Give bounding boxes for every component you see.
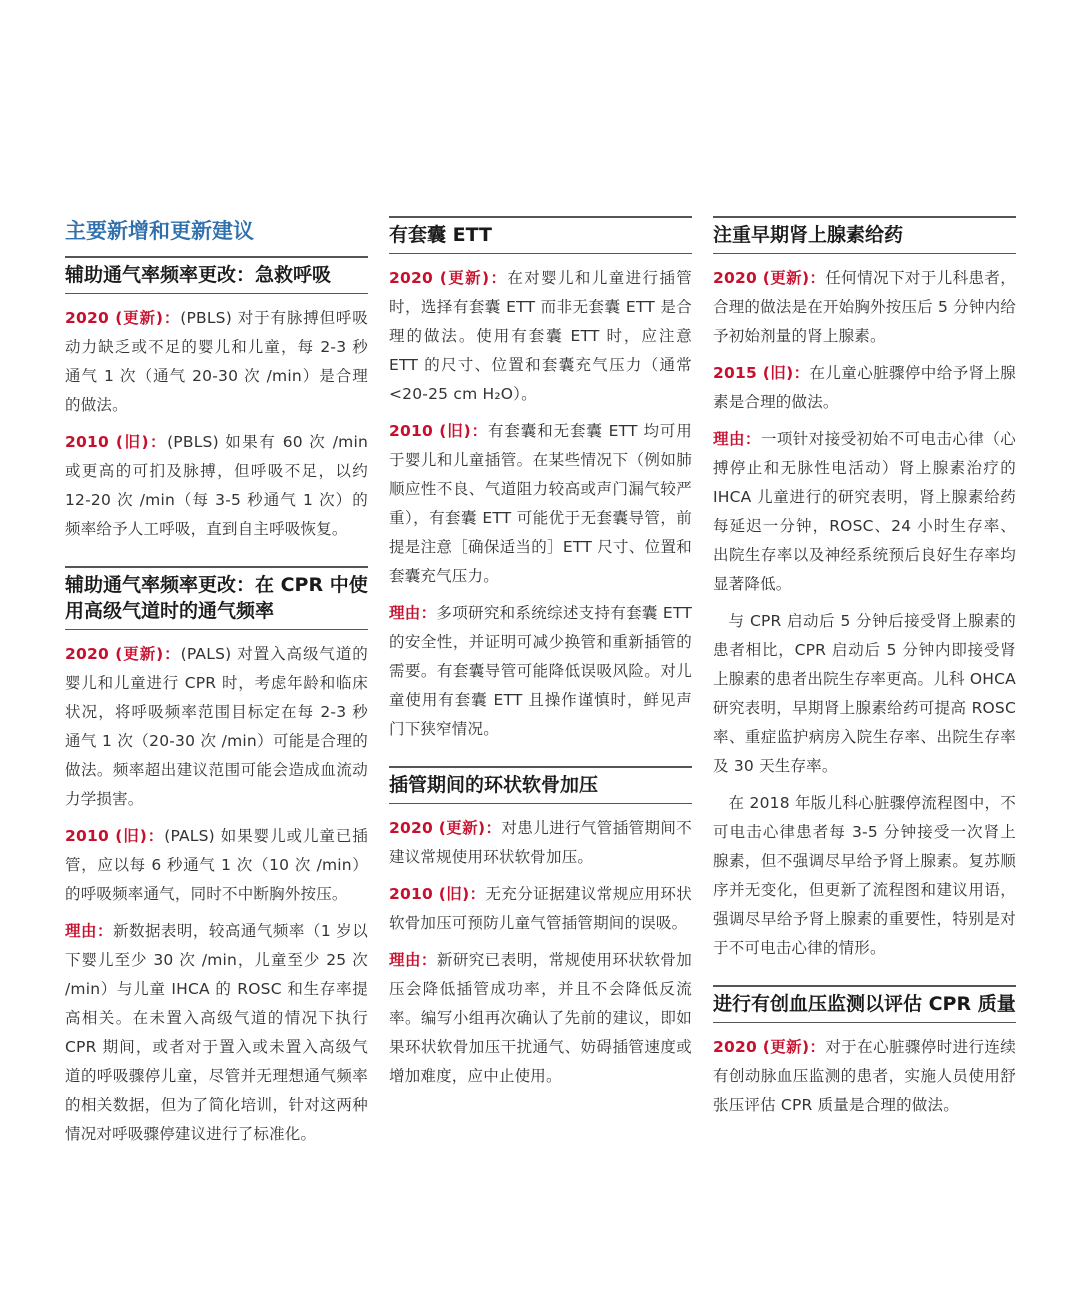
section-heading: 有套囊 ETT: [389, 216, 692, 254]
paragraph-text: 对患儿进行气管插管期间不建议常规使用环状软骨加压。: [389, 819, 692, 866]
update-tag: 2020 (更新)：: [389, 269, 508, 287]
paragraph: [713, 359, 1016, 417]
paragraph: [65, 428, 368, 544]
paragraph-text: 多项研究和系统综述支持有套囊 ETT 的安全性，并证明可减少换管和重新插管的需要。有套囊导管可能降低误吸风险。对儿童使用有套囊 ETT 且操作谨慎时，鲜见声门下狭窄情况。: [389, 604, 692, 738]
paragraph: [389, 599, 692, 744]
section-heading: 注重早期肾上腺素给药: [713, 216, 1016, 254]
update-tag: 2020 (更新)：: [713, 269, 826, 287]
paragraph: [713, 607, 1016, 781]
old-tag: 2015 (旧)：: [713, 364, 810, 382]
section-rescue-breathing: [65, 256, 368, 544]
update-tag: 2020 (更新)：: [65, 645, 181, 663]
paragraph-text: (PALS) 对置入高级气道的婴儿和儿童进行 CPR 时，考虑年龄和临床状况，将呼吸频率范围目标定在每 2-3 秒通气 1 次（20-30 次 /min）可能是合理的做法。频率超出建议范围可能会造成血流动力学损害。: [65, 645, 368, 808]
paragraph-text: 在儿童心脏骤停中给予肾上腺素是合理的做法。: [713, 364, 1016, 411]
paragraph-text: 一项针对接受初始不可电击心律（心搏停止和无脉性电活动）肾上腺素治疗的 IHCA 儿童进行的研究表明，肾上腺素给药每延迟一分钟，ROSC、24 小时生存率、出院生存率以及神经系统预后良好生存率均显著降低。: [713, 430, 1016, 593]
old-tag: 2010 (旧)：: [65, 433, 168, 451]
paragraph: [713, 425, 1016, 599]
rationale-tag: 理由：: [389, 604, 437, 622]
paragraph: [65, 822, 368, 909]
rationale-tag: 理由：: [389, 951, 437, 969]
section-cuffed-ett: [389, 216, 692, 744]
column-2: [389, 216, 692, 1099]
paragraph-text: (PBLS) 对于有脉搏但呼吸动力缺乏或不足的婴儿和儿童，每 2-3 秒通气 1 次（通气 20-30 次 /min）是合理的做法。: [65, 309, 368, 414]
section-heading: 辅助通气率频率更改：在 CPR 中使用高级气道时的通气频率: [65, 566, 368, 630]
main-heading: 主要新增和更新建议: [65, 219, 254, 243]
paragraph-text: 在对婴儿和儿童进行插管时，选择有套囊 ETT 而非无套囊 ETT 是合理的做法。使用有套囊 ETT 时，应注意 ETT 的尺寸、位置和套囊充气压力（通常 <20-25 cm H₂O）。: [389, 269, 692, 403]
section-heading: 辅助通气率频率更改：急救呼吸: [65, 256, 368, 294]
paragraph-text: 无充分证据建议常规应用环状软骨加压可预防儿童气管插管期间的误吸。: [389, 885, 692, 932]
update-tag: 2020 (更新)：: [65, 309, 181, 327]
paragraph: [65, 640, 368, 814]
old-tag: 2010 (旧)：: [389, 885, 486, 903]
section-heading: 插管期间的环状软骨加压: [389, 766, 692, 804]
paragraph-text: 新数据表明，较高通气频率（1 岁以下婴儿至少 30 次 /min，儿童至少 25 次 /min）与儿童 IHCA 的 ROSC 和生存率提高相关。在未置入高级气道的情况下执行 CPR 期间，或者对于置入或未置入高级气道的呼吸骤停儿童，尽管并无理想通气频率的相关数据，但为了简化培训，针对这两种情况对呼吸骤停建议进行了标准化。: [65, 922, 368, 1143]
paragraph-text: (PALS) 如果婴儿或儿童已插管，应以每 6 秒通气 1 次（10 次 /min）的呼吸频率通气，同时不中断胸外按压。: [65, 827, 368, 903]
paragraph-text: 与 CPR 启动后 5 分钟后接受肾上腺素的患者相比，CPR 启动后 5 分钟内即接受肾上腺素的患者出院生存率更高。儿科 OHCA 研究表明，早期肾上腺素给药可提高 ROSC 率、重症监护病房入院生存率、出院生存率及 30 天生存率。: [713, 612, 1016, 775]
section-early-epinephrine: [713, 216, 1016, 963]
update-tag: 2020 (更新)：: [389, 819, 502, 837]
rationale-tag: 理由：: [65, 922, 113, 940]
old-tag: 2010 (旧)：: [389, 422, 488, 440]
paragraph: [389, 946, 692, 1091]
paragraph: [389, 264, 692, 409]
paragraph: [389, 880, 692, 938]
update-tag: 2020 (更新)：: [713, 1038, 826, 1056]
paragraph: [389, 814, 692, 872]
paragraph-text: (PBLS) 如果有 60 次 /min 或更高的可扪及脉搏，但呼吸不足，以约 12-20 次 /min（每 3-5 秒通气 1 次）的频率给予人工呼吸，直到自主呼吸恢复。: [65, 433, 368, 538]
paragraph: [389, 417, 692, 591]
column-1: [65, 216, 368, 1157]
column-3: [713, 216, 1016, 1128]
paragraph-text: 对于在心脏骤停时进行连续有创动脉血压监测的患者，实施人员使用舒张压评估 CPR 质量是合理的做法。: [713, 1038, 1016, 1114]
section-heading: 进行有创血压监测以评估 CPR 质量: [713, 985, 1016, 1023]
paragraph-text: 任何情况下对于儿科患者，合理的做法是在开始胸外按压后 5 分钟内给予初始剂量的肾上腺素。: [713, 269, 1016, 345]
paragraph-text: 新研究已表明，常规使用环状软骨加压会降低插管成功率，并且不会降低反流率。编写小组再次确认了先前的建议，即如果环状软骨加压干扰通气、妨碍插管速度或增加难度，应中止使用。: [389, 951, 692, 1085]
old-tag: 2010 (旧)：: [65, 827, 165, 845]
rationale-tag: 理由：: [713, 430, 761, 448]
paragraph-text: 有套囊和无套囊 ETT 均可用于婴儿和儿童插管。在某些情况下（例如肺顺应性不良、气道阻力较高或声门漏气较严重），有套囊 ETT 可能优于无套囊导管，前提是注意［确保适当的］ETT 尺寸、位置和套囊充气压力。: [389, 422, 692, 585]
paragraph: [713, 1033, 1016, 1120]
paragraph: [65, 304, 368, 420]
paragraph-text: 在 2018 年版儿科心脏骤停流程图中，不可电击心律患者每 3-5 分钟接受一次肾上腺素，但不强调尽早给予肾上腺素。复苏顺序并无变化，但更新了流程图和建议用语，强调尽早给予肾上腺素的重要性，特别是对于不可电击心律的情形。: [713, 794, 1016, 957]
paragraph: [713, 264, 1016, 351]
section-advanced-airway-ventilation: [65, 566, 368, 1149]
paragraph: [65, 917, 368, 1149]
section-invasive-bp-monitoring: [713, 985, 1016, 1120]
section-cricoid-pressure: [389, 766, 692, 1091]
paragraph: [713, 789, 1016, 963]
